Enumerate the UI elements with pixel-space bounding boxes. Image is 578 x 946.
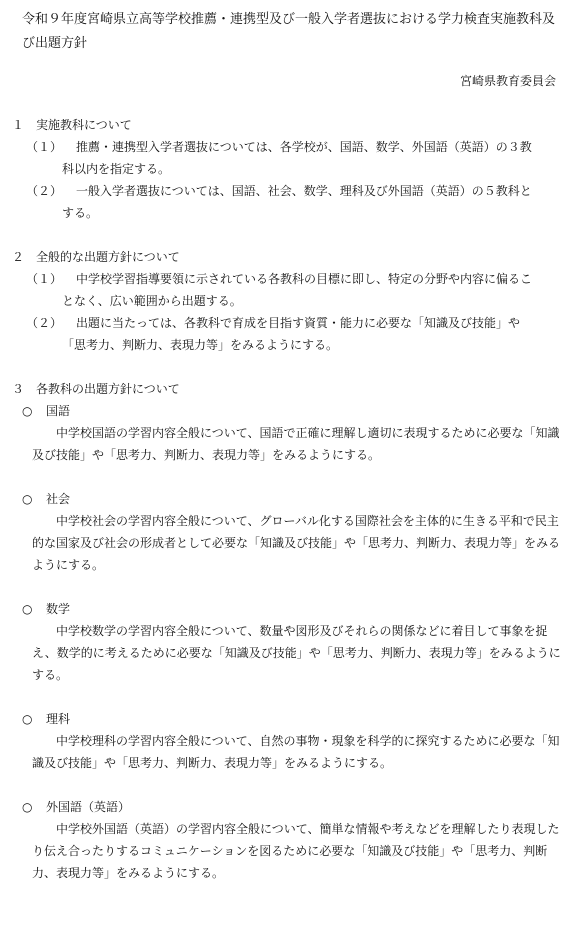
item-text (62, 180, 564, 224)
section-3 (12, 378, 564, 884)
item-number: （１） (26, 272, 63, 286)
item-number: （２） (26, 316, 63, 330)
subject-description: 中学校数学の学習内容全般について、数量や図形及びそれらの関係などに着目して事象を捉え、数学的に考えるために必要な「知識及び技能」や「思考力、判断力、表現力等」をみるようにする。 (32, 624, 561, 682)
subject-mathematics (22, 598, 564, 686)
document-title: 令和９年度宮崎県立高等学校推薦・連携型及び一般入学者選抜における学力検査実施教科及び出題方針 (22, 12, 556, 51)
section-heading (12, 114, 564, 136)
section-number: １ (12, 118, 25, 132)
subject-japanese (22, 400, 564, 466)
list-item (22, 180, 564, 224)
subject-name: 国語 (46, 404, 71, 418)
section-number: ２ (12, 250, 25, 264)
section-heading (12, 246, 564, 268)
item-text (62, 136, 564, 180)
subject-social-studies (22, 488, 564, 576)
subject-heading (22, 400, 564, 422)
subject-heading (22, 708, 564, 730)
circle-bullet-icon: ○ (22, 404, 33, 418)
item-number: （２） (26, 184, 63, 198)
item-line: 一般入学者選抜については、国語、社会、数学、理科及び外国語（英語）の５教科と (76, 184, 532, 198)
item-line: 科以内を指定する。 (62, 162, 171, 176)
circle-bullet-icon: ○ (22, 492, 33, 506)
item-line: 「思考力、判断力、表現力等」をみるようにする。 (62, 338, 339, 352)
section-heading (12, 378, 564, 400)
section-number: ３ (12, 382, 25, 396)
item-line: 推薦・連携型入学者選抜については、各学校が、国語、数学、外国語（英語）の３教 (76, 140, 532, 154)
list-item (22, 312, 564, 356)
subject-heading (22, 796, 564, 818)
section-2 (12, 246, 564, 356)
list-item (22, 268, 564, 312)
section-1 (12, 114, 564, 224)
item-line: 中学校学習指導要領に示されている各教科の目標に即し、特定の分野や内容に偏るこ (76, 272, 533, 286)
circle-bullet-icon: ○ (22, 602, 33, 616)
subject-name: 数学 (46, 602, 71, 616)
item-text (62, 312, 564, 356)
circle-bullet-icon: ○ (22, 712, 33, 726)
subject-science (22, 708, 564, 774)
item-line: 出題に当たっては、各教科で育成を目指す資質・能力に必要な「知識及び技能」や (76, 316, 521, 330)
circle-bullet-icon: ○ (22, 800, 33, 814)
item-line: となく、広い範囲から出題する。 (62, 294, 242, 308)
subject-description: 中学校理科の学習内容全般について、自然の事物・現象を科学的に探究するために必要な「知識及び技能」や「思考力、判断力、表現力等」をみるようにする。 (32, 734, 560, 770)
subject-description: 中学校外国語（英語）の学習内容全般について、簡単な情報や考えなどを理解したり表現したり伝え合ったりするコミュニケーションを図るために必要な「知識及び技能」や「思考力、判断力、表現力等」をみるようにする。 (32, 822, 560, 880)
item-number: （１） (26, 140, 63, 154)
subject-heading (22, 488, 564, 510)
section-title: 各教科の出題方針について (36, 382, 180, 396)
section-title: 全般的な出題方針について (36, 250, 180, 264)
subject-description: 中学校国語の学習内容全般について、国語で正確に理解し適切に表現するために必要な「知識及び技能」や「思考力、判断力、表現力等」をみるようにする。 (32, 426, 560, 462)
item-line: する。 (62, 206, 99, 220)
subject-description: 中学校社会の学習内容全般について、グローバル化する国際社会を主体的に生きる平和で民主的な国家及び社会の形成者として必要な「知識及び技能」や「思考力、判断力、表現力等」をみるようにする。 (32, 514, 561, 572)
subject-name: 外国語（英語） (46, 800, 131, 814)
subject-english (22, 796, 564, 884)
item-text (62, 268, 564, 312)
section-title: 実施教科について (36, 118, 132, 132)
subject-name: 社会 (46, 492, 71, 506)
subject-heading (22, 598, 564, 620)
subject-name: 理科 (46, 712, 71, 726)
issuing-organization: 宮崎県教育委員会 (459, 74, 556, 88)
list-item (22, 136, 564, 180)
